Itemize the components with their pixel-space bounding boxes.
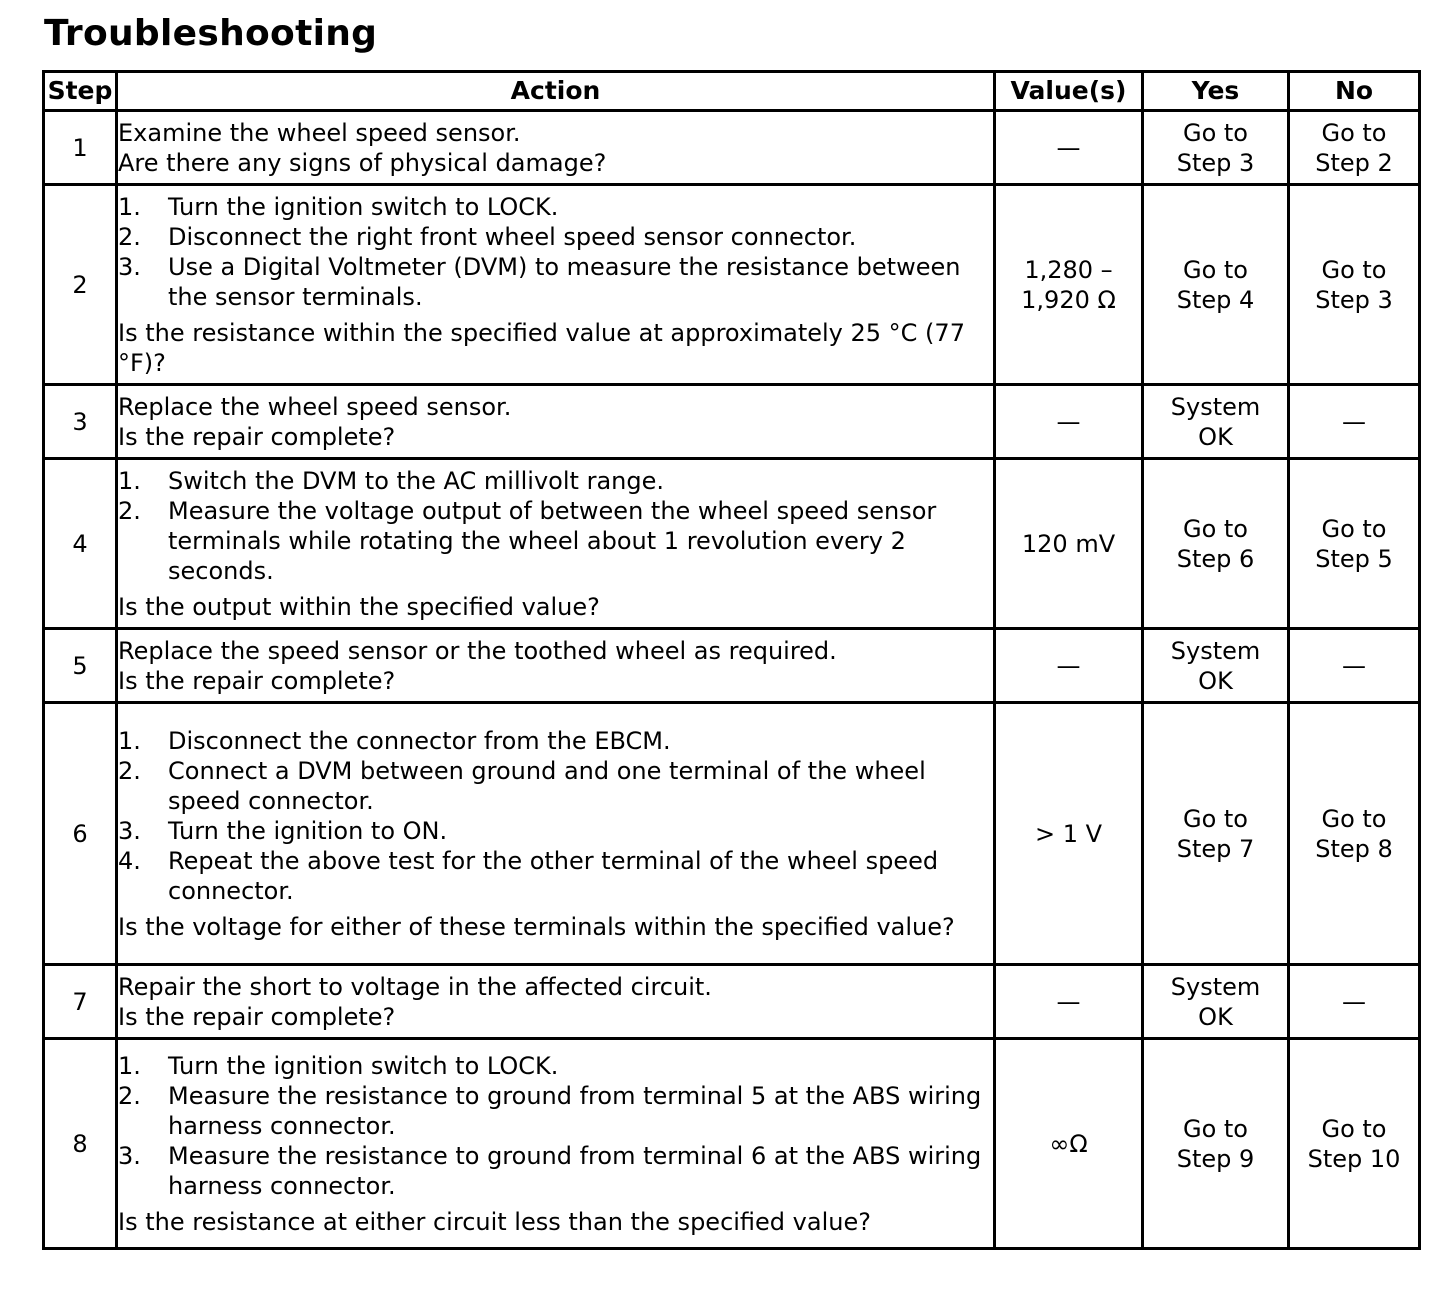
item-text: Switch the DVM to the AC millivolt range. — [168, 466, 664, 495]
item-number: 2. — [118, 1081, 141, 1110]
action-question: Is the voltage for either of these terminals within the specified value? — [118, 912, 955, 941]
yes-cell — [1143, 111, 1289, 185]
yes-text: OK — [1198, 1002, 1233, 1031]
step-number: 7 — [44, 965, 117, 1039]
item-text: Measure the voltage output of between the wheel speed sensor terminals while rotating the wheel about 1 revolution every 2 seconds. — [168, 496, 937, 585]
action-steps — [118, 466, 993, 586]
action-cell — [117, 1039, 995, 1249]
item-text: Connect a DVM between ground and one terminal of the wheel speed connector. — [168, 756, 926, 815]
action-step-item — [118, 726, 993, 756]
item-number: 1. — [118, 726, 141, 755]
table-row — [44, 703, 1420, 965]
header-row — [44, 72, 1420, 111]
table-row — [44, 965, 1420, 1039]
no-text: Go to — [1321, 514, 1387, 543]
value-cell — [995, 965, 1143, 1039]
value-cell — [995, 385, 1143, 459]
value-text: — — [1056, 407, 1081, 436]
header-action: Action — [117, 72, 995, 111]
yes-text: System — [1170, 392, 1261, 421]
no-cell — [1289, 965, 1420, 1039]
value-text: — — [1056, 987, 1081, 1016]
yes-text: Step 9 — [1176, 1144, 1255, 1173]
no-text: — — [1342, 987, 1366, 1016]
no-cell — [1289, 1039, 1420, 1249]
value-cell — [995, 111, 1143, 185]
no-cell — [1289, 703, 1420, 965]
item-number: 2. — [118, 756, 141, 785]
step-number: 4 — [44, 459, 117, 629]
no-text: Step 8 — [1315, 834, 1393, 863]
item-text: Disconnect the right front wheel speed sensor connector. — [168, 222, 857, 251]
no-cell — [1289, 385, 1420, 459]
table-row — [44, 629, 1420, 703]
action-cell — [117, 965, 995, 1039]
table-row — [44, 111, 1420, 185]
action-line: Replace the wheel speed sensor. — [118, 392, 512, 421]
action-cell — [117, 703, 995, 965]
value-text: — — [1056, 651, 1081, 680]
yes-cell — [1143, 629, 1289, 703]
item-text: Use a Digital Voltmeter (DVM) to measure the resistance between the sensor terminals. — [168, 252, 961, 311]
step-number: 5 — [44, 629, 117, 703]
value-cell — [995, 185, 1143, 385]
no-text: Go to — [1321, 1114, 1387, 1143]
item-text: Disconnect the connector from the EBCM. — [168, 726, 671, 755]
action-question: Is the repair complete? — [118, 422, 396, 451]
no-text: Go to — [1321, 118, 1387, 147]
no-text: Go to — [1321, 255, 1387, 284]
yes-text: System — [1170, 636, 1261, 665]
action-line: Examine the wheel speed sensor. — [118, 118, 521, 147]
action-step-item — [118, 1141, 993, 1201]
value-text: 1,920 Ω — [1021, 285, 1116, 314]
table-row — [44, 459, 1420, 629]
action-step-item — [118, 816, 993, 846]
action-step-item — [118, 1051, 993, 1081]
yes-text: Step 4 — [1176, 285, 1255, 314]
yes-cell — [1143, 385, 1289, 459]
action-cell — [117, 185, 995, 385]
no-text: Step 5 — [1315, 544, 1393, 573]
step-number: 6 — [44, 703, 117, 965]
yes-text: OK — [1198, 422, 1233, 451]
action-line: Repair the short to voltage in the affected circuit. — [118, 972, 712, 1001]
action-question: Is the resistance within the specified value at approximately 25 °C (77 °F)? — [118, 318, 965, 377]
action-question: Are there any signs of physical damage? — [118, 148, 607, 177]
value-text: 120 mV — [1021, 529, 1116, 558]
item-number: 3. — [118, 816, 141, 845]
value-cell — [995, 459, 1143, 629]
yes-text: Go to — [1182, 1114, 1248, 1143]
no-cell — [1289, 459, 1420, 629]
no-text: Go to — [1321, 804, 1387, 833]
value-text: > 1 V — [1034, 819, 1103, 848]
header-step: Step — [44, 72, 117, 111]
action-line: Replace the speed sensor or the toothed wheel as required. — [118, 636, 837, 665]
action-cell — [117, 459, 995, 629]
yes-text: Step 6 — [1176, 544, 1255, 573]
header-no: No — [1289, 72, 1420, 111]
step-number: 1 — [44, 111, 117, 185]
yes-text: System — [1170, 972, 1261, 1001]
action-question: Is the repair complete? — [118, 1002, 396, 1031]
yes-text: OK — [1198, 666, 1233, 695]
no-text: Step 2 — [1315, 148, 1393, 177]
action-step-item — [118, 756, 993, 816]
page-title: Troubleshooting — [44, 13, 378, 54]
action-question: Is the repair complete? — [118, 666, 396, 695]
item-number: 4. — [118, 846, 141, 875]
no-cell — [1289, 629, 1420, 703]
no-text: — — [1342, 407, 1366, 436]
no-text: — — [1342, 651, 1366, 680]
yes-text: Go to — [1182, 255, 1248, 284]
item-text: Measure the resistance to ground from terminal 6 at the ABS wiring harness connector. — [168, 1141, 982, 1200]
item-text: Turn the ignition to ON. — [168, 816, 448, 845]
yes-text: Go to — [1182, 118, 1248, 147]
yes-text: Go to — [1182, 514, 1248, 543]
no-cell — [1289, 111, 1420, 185]
item-number: 3. — [118, 1141, 141, 1170]
action-steps — [118, 1051, 993, 1201]
yes-cell — [1143, 185, 1289, 385]
item-number: 3. — [118, 252, 141, 281]
table-row — [44, 185, 1420, 385]
item-text: Measure the resistance to ground from terminal 5 at the ABS wiring harness connector. — [168, 1081, 982, 1140]
value-cell — [995, 703, 1143, 965]
value-cell — [995, 629, 1143, 703]
item-number: 2. — [118, 496, 141, 525]
action-steps — [118, 726, 993, 906]
action-question: Is the resistance at either circuit less than the specified value? — [118, 1207, 871, 1236]
item-text: Turn the ignition switch to LOCK. — [168, 192, 559, 221]
no-text: Step 3 — [1315, 285, 1393, 314]
table-row — [44, 1039, 1420, 1249]
no-cell — [1289, 185, 1420, 385]
action-step-item — [118, 192, 993, 222]
action-step-item — [118, 252, 993, 312]
action-step-item — [118, 466, 993, 496]
item-text: Turn the ignition switch to LOCK. — [168, 1051, 559, 1080]
value-text: — — [1056, 133, 1081, 162]
item-text: Repeat the above test for the other terminal of the wheel speed connector. — [168, 846, 939, 905]
header-yes: Yes — [1143, 72, 1289, 111]
value-text: 1,280 – — [1024, 255, 1113, 284]
yes-cell — [1143, 703, 1289, 965]
item-number: 1. — [118, 192, 141, 221]
action-cell — [117, 385, 995, 459]
action-step-item — [118, 496, 993, 586]
action-steps — [118, 192, 993, 312]
yes-cell — [1143, 965, 1289, 1039]
yes-text: Step 7 — [1176, 834, 1255, 863]
step-number: 8 — [44, 1039, 117, 1249]
action-step-item — [118, 846, 993, 906]
item-number: 1. — [118, 1051, 141, 1080]
step-number: 3 — [44, 385, 117, 459]
header-values: Value(s) — [995, 72, 1143, 111]
yes-text: Step 3 — [1176, 148, 1255, 177]
troubleshooting-table — [42, 70, 1421, 1250]
item-number: 2. — [118, 222, 141, 251]
yes-cell — [1143, 459, 1289, 629]
action-cell — [117, 111, 995, 185]
yes-cell — [1143, 1039, 1289, 1249]
step-number: 2 — [44, 185, 117, 385]
table-row — [44, 385, 1420, 459]
action-step-item — [118, 222, 993, 252]
action-question: Is the output within the specified value? — [118, 592, 600, 621]
action-step-item — [118, 1081, 993, 1141]
action-cell — [117, 629, 995, 703]
no-text: Step 10 — [1307, 1144, 1401, 1173]
yes-text: Go to — [1182, 804, 1248, 833]
value-text: ∞Ω — [1049, 1129, 1088, 1158]
item-number: 1. — [118, 466, 141, 495]
value-cell — [995, 1039, 1143, 1249]
